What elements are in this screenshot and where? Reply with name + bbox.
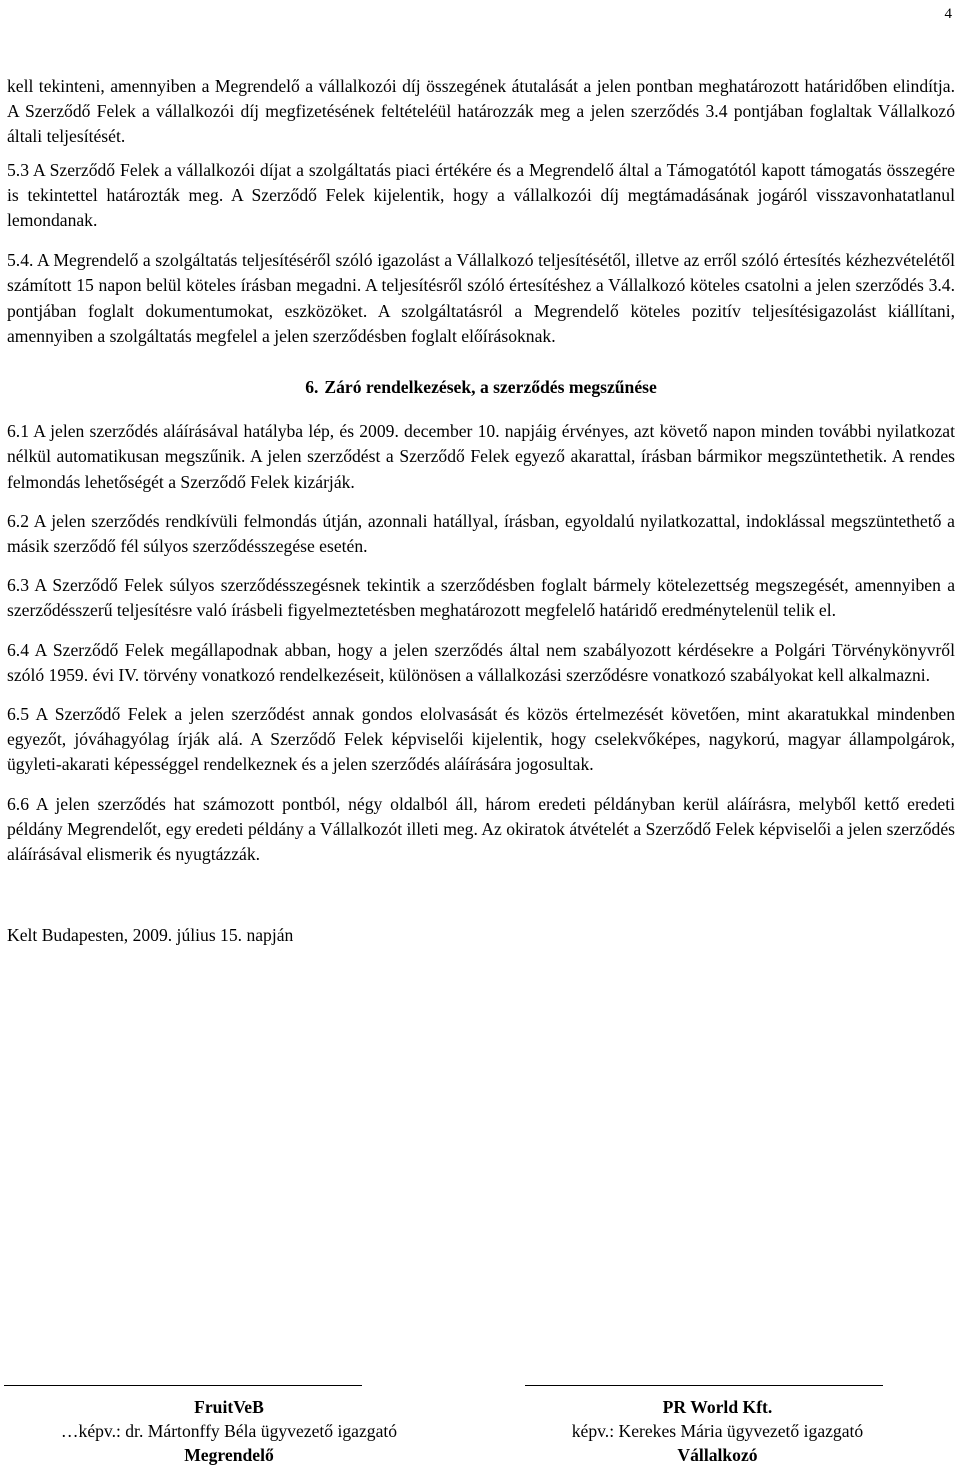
paragraph-6-6: 6.6 A jelen szerződés hat számozott pontból, négy oldalból áll, három eredeti példányban kerül aláírásra, melyből kettő eredeti példány Megrendelőt, egy eredeti példány a Vállalkozót illeti meg. Az okiratok átvételét a Szerződő Felek képviselői a jelen szerződés aláírásával elismerik és nyugtázzák. <box>7 793 955 865</box>
paragraph-6-1: 6.1 A jelen szerződés aláírásával hatályba lép, és 2009. december 10. napjáig érvényes, azt követő napon minden további nyilatkozat nélkül automatikusan megszűnik. A jelen szerződést a Szerződő Felek egyező akarattal, írásban bármikor megszüntethetik. A rendes felmondás lehetőségét a Szerződő Felek kizárják. <box>7 421 955 492</box>
section-heading <box>7 375 955 400</box>
document-body <box>7 74 955 962</box>
paragraph-6-2: 6.2 A jelen szerződés rendkívüli felmondás útján, azonnali hatállyal, írásban, egyoldalú nyilatkozattal, indoklással megszüntethető a másik szerződő fél súlyos szerződésszegése esetén. <box>7 510 955 557</box>
place-date: Kelt Budapesten, 2009. július 15. napján <box>7 925 294 946</box>
contractor-role: Vállalkozó <box>677 1445 758 1465</box>
contractor-name: PR World Kft. <box>662 1397 773 1417</box>
paragraph-continuation: kell tekinteni, amennyiben a Megrendelő a vállalkozói díj összegének átutalását a jelen pontban meghatározott határidőben elindítja. A Szerződő Felek a vállalkozói díj megfizetésének feltételéül határozzák meg a jelen szerződés 3.4 pontjában foglaltak Vállalkozó általi teljesítését. <box>7 76 955 147</box>
paragraph-6-4: 6.4 A Szerződő Felek megállapodnak abban, hogy a jelen szerződés által nem szabályozott kérdésekre a Polgári Törvénykönyvről szóló 1959. évi IV. törvény vonatkozó rendelkezéseit, különösen a vállalkozási szerződésre vonatkozó szabályokat kell alkalmazni. <box>7 639 955 685</box>
contractor-representative: képv.: Kerekes Mária ügyvezető igazgató <box>571 1421 864 1441</box>
paragraph-5-3: 5.3 A Szerződő Felek a vállalkozói díjat a szolgáltatás piaci értékére és a Megrendelő által a Támogatótól kapott támogatás összegére is tekintettel határozták meg. A Szerződő Felek kijelentik, hogy a vállalkozói díj megtámadásának jogáról visszavonhatatlanul lemondanak. <box>7 159 955 231</box>
client-name: FruitVeB <box>194 1397 264 1417</box>
client-representative: …képv.: dr. Mártonffy Béla ügyvezető igazgató <box>60 1421 398 1441</box>
signature-block-contractor <box>520 1379 915 1467</box>
signature-block-client <box>4 1379 454 1467</box>
page-number: 4 <box>944 6 952 22</box>
paragraph-6-3: 6.3 A Szerződő Felek súlyos szerződésszegésnek tekintik a szerződésben foglalt bármely kötelezettség megszegését, amennyiben a szerződésszerű teljesítésre való írásbeli figyelmeztetésben meghatározott megfelelő határidő eredménytelenül telik el. <box>7 575 955 621</box>
signature-section <box>0 1379 960 1469</box>
paragraph-6-5: 6.5 A Szerződő Felek a jelen szerződést annak gondos elolvasását és közös értelmezését követően, mint akaratukkal mindenben egyezőt, jóváhagyólag írják alá. A Szerződő Felek képviselői kijelentik, hogy cselekvőképes, nagykorú, magyar állampolgárok, ügyleti-akarati képességgel rendelkeznek és a jelen szerződés aláírására jogosultak. <box>7 704 955 775</box>
section-title: Záró rendelkezések, a szerződés megszűnése <box>324 377 657 398</box>
client-role: Megrendelő <box>184 1445 274 1465</box>
paragraph-5-4: 5.4. A Megrendelő a szolgáltatás teljesítéséről szóló igazolást a Vállalkozó teljesítésétől, illetve az erről szóló értesítés kézhezvételétől számított 15 napon belül köteles írásban megadni. A teljesítésről szóló értesítéshez a Vállalkozó köteles csatolni a jelen szerződés 3.4. pontjában foglalt dokumentumokat, eszközöket. A szolgáltatásról a Megrendelő köteles pozitív teljesítésigazolást kiállítani, amennyiben a szolgáltatás megfelel a jelen szerződésben foglalt előírásoknak. <box>7 250 955 346</box>
section-number: 6. <box>305 377 319 398</box>
